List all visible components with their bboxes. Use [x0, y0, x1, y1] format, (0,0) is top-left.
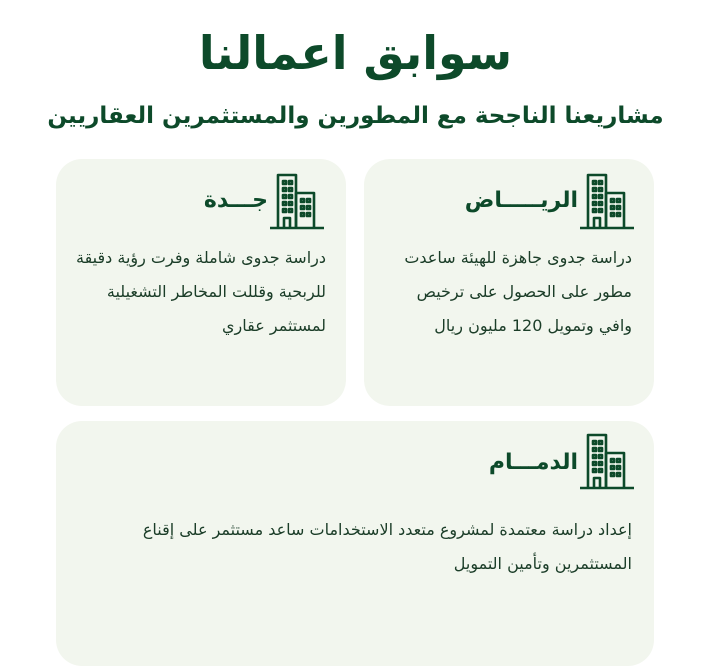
page-title: سوابق اعمالنا: [198, 26, 513, 80]
project-card-dammam: [56, 421, 654, 666]
project-description: إعداد دراسة معتمدة لمشروع متعدد الاستخدامات ساعد مستثمر على إقناع المستثمرين وتأمين التمويل: [142, 520, 632, 573]
building-icon: [268, 171, 326, 231]
city-name: الدمـــام: [488, 450, 578, 475]
card-header: [471, 431, 636, 491]
project-card-jeddah: [56, 159, 346, 406]
project-card-riyadh: [364, 159, 654, 406]
city-name: الريـــــاض: [464, 188, 578, 213]
card-header: [429, 171, 636, 231]
project-description: دراسة جدوى شاملة وفرت رؤية دقيقة للربحية وقللت المخاطر التشغيلية لمستثمر عقاري: [76, 248, 326, 335]
card-header: [168, 171, 326, 231]
building-icon: [578, 171, 636, 231]
building-icon: [578, 431, 636, 491]
page-subtitle: مشاريعنا الناجحة مع المطورين والمستثمرين العقاريين: [47, 103, 664, 129]
project-description: دراسة جدوى جاهزة للهيئة ساعدت مطور على الحصول على ترخيص وافي وتمويل 120 مليون ريال: [404, 248, 632, 335]
city-name: جـــدة: [203, 188, 268, 213]
